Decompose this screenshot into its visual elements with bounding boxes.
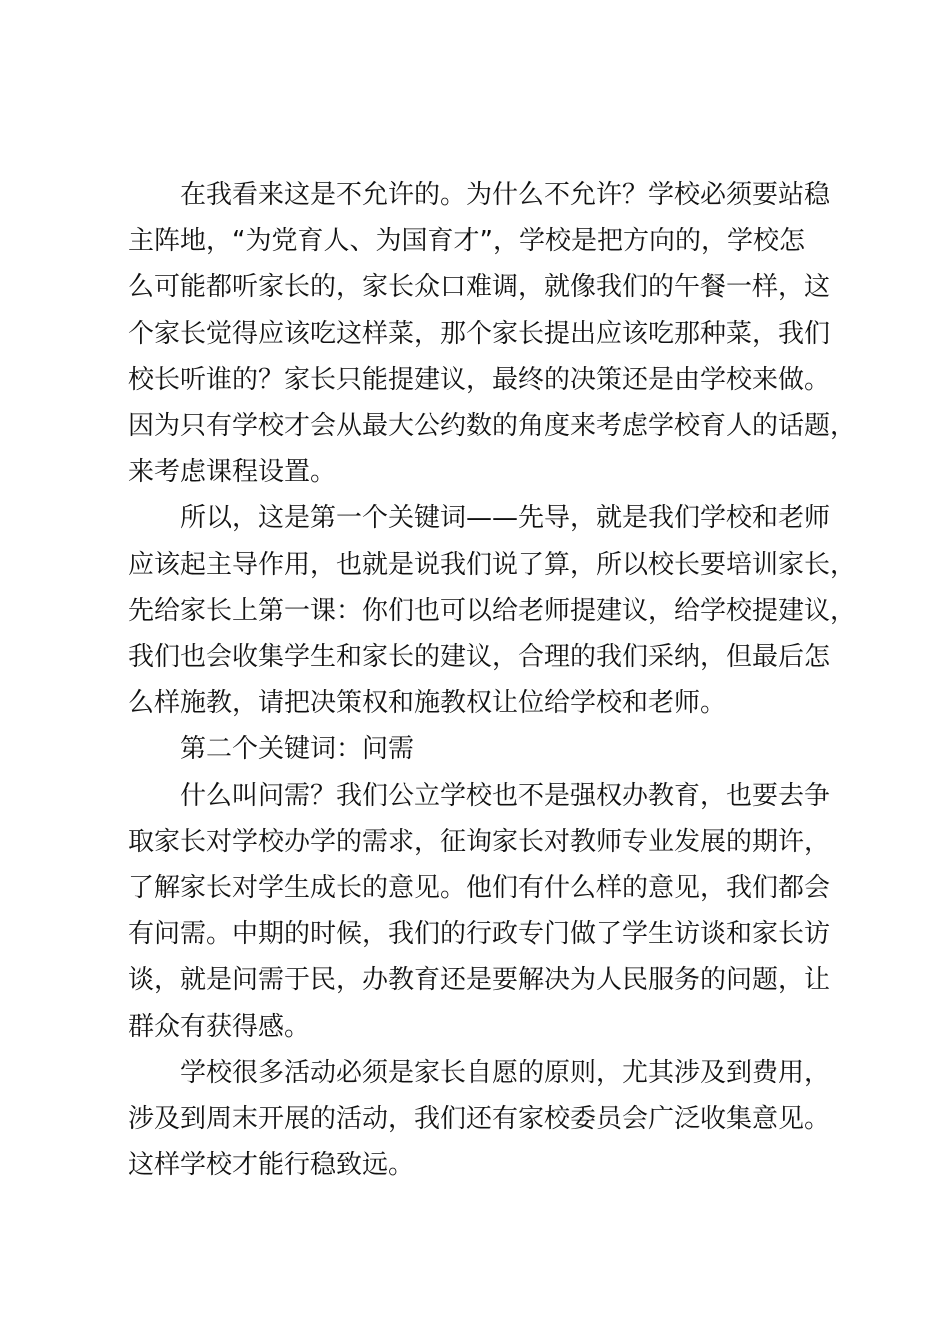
text-line: 群众有获得感。 (128, 1011, 311, 1042)
paragraph-1 (128, 172, 856, 495)
text-line: 有问需。中期的时候，我们的行政专门做了学生访谈和家长访 (128, 919, 831, 950)
text-line: 这样学校才能行稳致远。 (128, 1150, 415, 1181)
text-line: 涉及到周末开展的活动，我们还有家校委员会广泛收集意见。 (128, 1104, 831, 1135)
text-line: 什么叫问需？我们公立学校也不是强权办教育，也要去争 (180, 780, 831, 811)
paragraph-4 (128, 773, 856, 1050)
text-line: 个家长觉得应该吃这样菜，那个家长提出应该吃那种菜，我们 (128, 318, 831, 349)
text-line: 校长听谁的？家长只能提建议，最终的决策还是由学校来做。 (128, 364, 831, 395)
text-line: 主阵地，“为党育人、为国育才”，学校是把方向的，学校怎 (128, 226, 805, 257)
paragraph-5 (128, 1050, 856, 1189)
text-line: 了解家长对学生成长的意见。他们有什么样的意见，我们都会 (128, 873, 831, 904)
document-body (128, 172, 856, 1188)
text-line: 因为只有学校才会从最大公约数的角度来考虑学校育人的话题， (128, 411, 857, 442)
paragraph-3-heading (128, 726, 856, 772)
text-line: 取家长对学校办学的需求，征询家长对教师专业发展的期许， (128, 826, 831, 857)
text-line: 先给家长上第一课：你们也可以给老师提建议，给学校提建议， (128, 595, 857, 626)
text-line: 来考虑课程设置。 (128, 457, 337, 488)
text-line: 么可能都听家长的，家长众口难调，就像我们的午餐一样，这 (128, 272, 831, 303)
text-line: 么样施教，请把决策权和施教权让位给学校和老师。 (128, 688, 727, 719)
text-line: 谈，就是问需于民，办教育还是要解决为人民服务的问题，让 (128, 965, 831, 996)
paragraph-2 (128, 495, 856, 726)
text-line: 我们也会收集学生和家长的建议，合理的我们采纳，但最后怎 (128, 642, 831, 673)
text-line: 应该起主导作用，也就是说我们说了算，所以校长要培训家长， (128, 549, 857, 580)
text-line: 在我看来这是不允许的。为什么不允许？学校必须要站稳 (180, 180, 831, 210)
text-line: 所以，这是第一个关键词——先导，就是我们学校和老师 (180, 503, 831, 534)
text-line: 学校很多活动必须是家长自愿的原则，尤其涉及到费用， (180, 1057, 831, 1088)
text-line: 第二个关键词：问需 (180, 734, 415, 765)
